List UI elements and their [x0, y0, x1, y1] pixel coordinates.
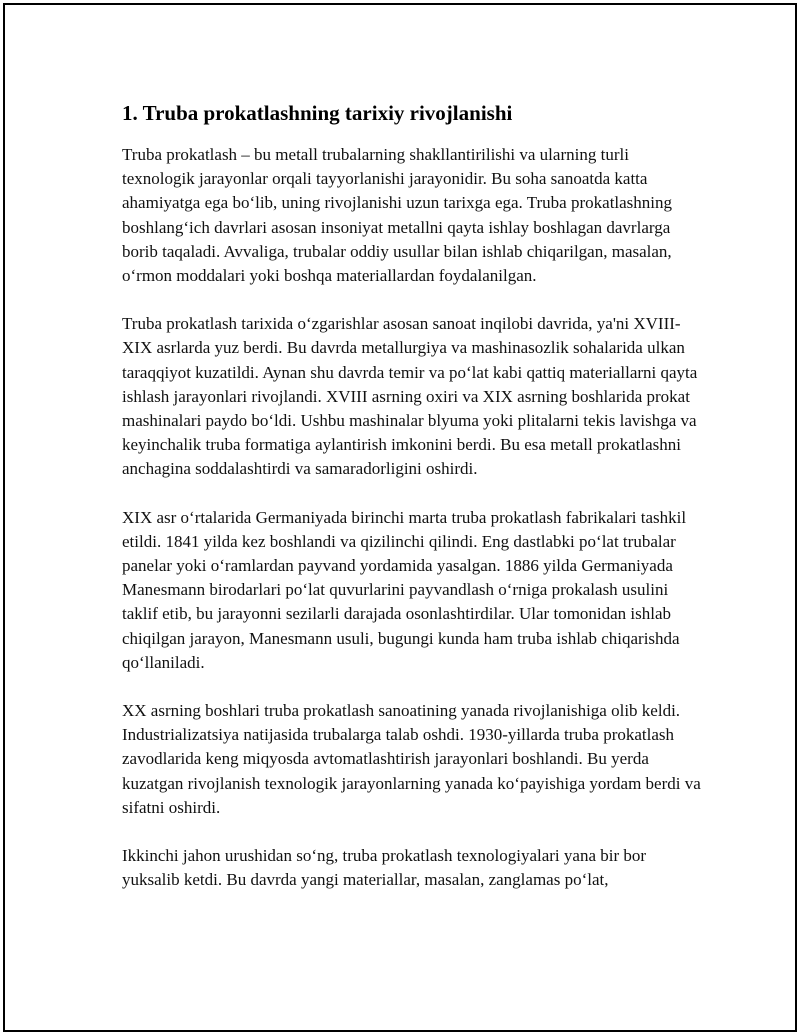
page-frame: [3, 3, 797, 1032]
section-heading: 1. Truba prokatlashning tarixiy rivojlanishi: [122, 101, 513, 125]
paragraph-1: Truba prokatlash – bu metall trubalarning shakllantirilishi va ularning turli texnologik jarayonlar orqali tayyorlanishi jarayonidir. Bu soha sanoatda katta ahamiyatga ega bo‘lib, uning rivojlanishi uzun tarixga ega. Truba prokatlashning boshlang‘ich davrlari asosan insoniyat metallni qayta ishlay boshlagan davrlarga borib taqaladi. Avvaliga, trubalar oddiy usullar bilan ishlab chiqarilgan, masalan, o‘rmon moddalari yoki boshqa materiallardan foydalanilgan.: [122, 145, 673, 286]
document-body: [122, 100, 702, 916]
paragraph-4: XX asrning boshlari truba prokatlash sanoatining yanada rivojlanishiga olib keldi. Industrializatsiya natijasida trubalarga talab oshdi. 1930-yillarda truba prokatlash zavodlarida keng miqyosda avtomatlashtirish jarayonlari boshlandi. Bu yerda kuzatgan rivojlanish texnologik jarayonlarning yanada ko‘payishiga yordam berdi va sifatni oshirdi.: [122, 701, 701, 817]
paragraph-5: Ikkinchi jahon urushidan so‘ng, truba prokatlash texnologiyalari yana bir bor yuksalib ketdi. Bu davrda yangi materiallar, masalan, zanglamas po‘lat,: [122, 846, 647, 890]
paragraph-2: Truba prokatlash tarixida o‘zgarishlar asosan sanoat inqilobi davrida, ya'ni XVIII-XIX asrlarda yuz berdi. Bu davrda metallurgiya va mashinasozlik sohalarida ulkan taraqqiyot kuzatildi. Aynan shu davrda temir va po‘lat kabi qattiq materiallarni qayta ishlash jarayonlari rivojlandi. XVIII asrning oxiri va XIX asrning boshlarida prokat mashinalari paydo bo‘ldi. Ushbu mashinalar blyuma yoki plitalarni tekis lavishga va keyinchalik truba formatiga aylantirish imkonini berdi. Bu esa metall prokatlashni anchagina soddalashtirdi va samaradorligini oshirdi.: [122, 314, 698, 479]
paragraph-3: XIX asr o‘rtalarida Germaniyada birinchi marta truba prokatlash fabrikalari tashkil etildi. 1841 yilda kez boshlandi va qizilinchi qilindi. Eng dastlabki po‘lat trubalar panelar yoki o‘ramlardan payvand yordamida yasalgan. 1886 yilda Germaniyada Manesmann birodarlari po‘lat quvurlarini payvandlash o‘rniga prokalash usulini taklif etib, bu jarayonni sezilarli darajada osonlashtirdilar. Ular tomonidan ishlab chiqilgan jarayon, Manesmann usuli, bugungi kunda ham truba ishlab chiqarishda qo‘llaniladi.: [122, 507, 687, 672]
